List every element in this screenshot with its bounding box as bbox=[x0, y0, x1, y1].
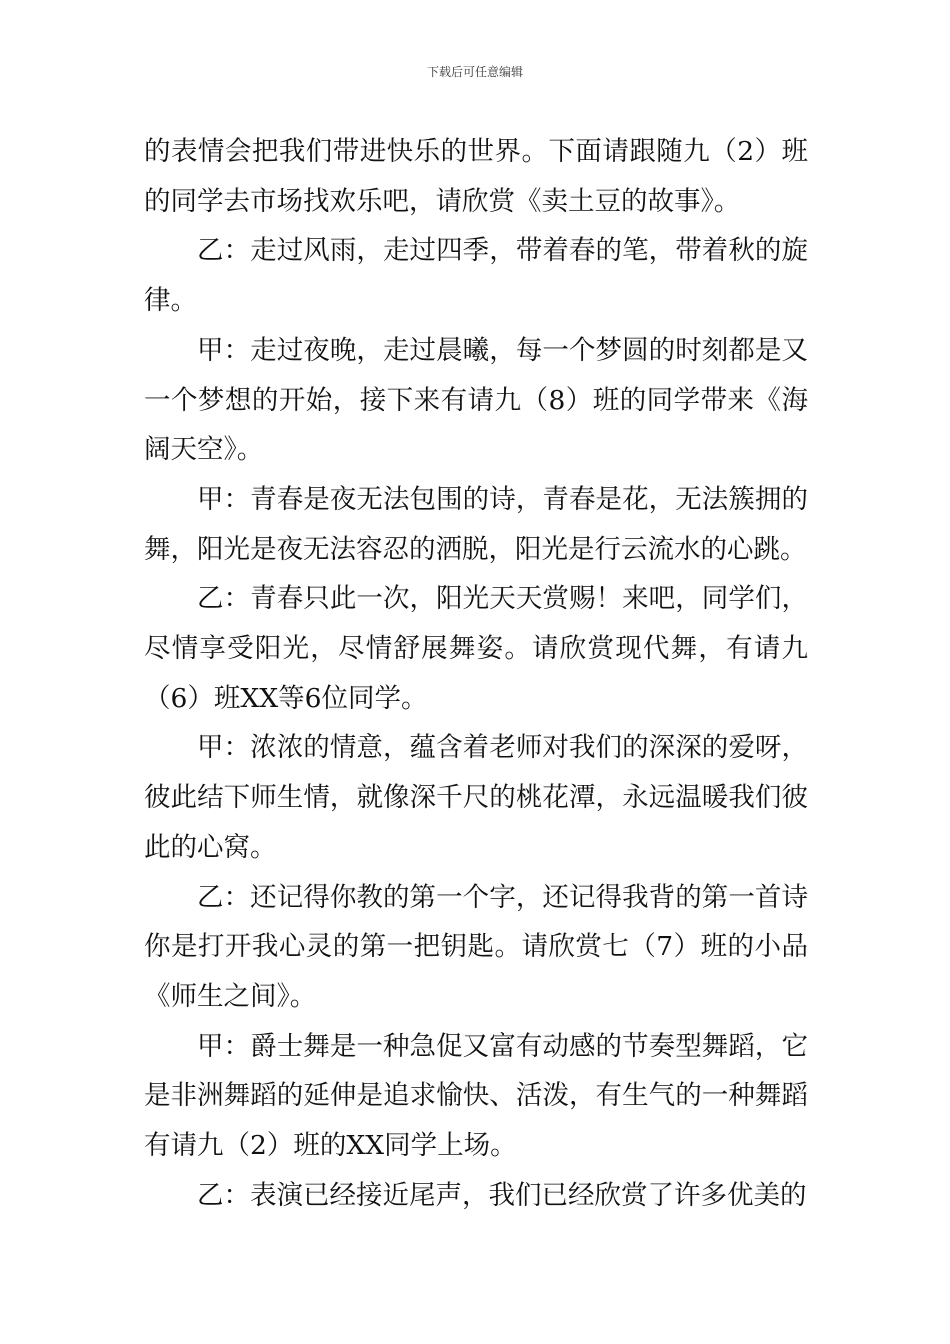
paragraph-2: 乙：走过风雨，走过四季，带着春的笔，带着秋的旋律。 bbox=[144, 235, 808, 317]
paragraph-9: 乙：表演已经接近尾声，我们已经欣赏了许多优美的 bbox=[197, 1179, 807, 1211]
document-body bbox=[144, 127, 808, 1220]
paragraph-4: 甲：青春是夜无法包围的诗，青春是花，无法簇拥的舞，阳光是夜无法容忍的洒脱，阳光是行云流水的心跳。 bbox=[144, 483, 808, 565]
paragraph-7: 乙：还记得你教的第一个字，还记得我背的第一首诗你是打开我心灵的第一把钥匙。请欣赏七（7）班的小品《师生之间》。 bbox=[144, 881, 808, 1012]
page-header: 下载后可任意编辑 bbox=[426, 65, 523, 79]
paragraph-5: 乙：青春只此一次，阳光天天赏赐！来吧，同学们，尽情享受阳光，尽情舒展舞姿。请欣赏现代舞，有请九（6）班XX等6位同学。 bbox=[144, 583, 808, 714]
paragraph-6: 甲：浓浓的情意，蕴含着老师对我们的深深的爱呀，彼此结下师生情，就像深千尺的桃花潭，永远温暖我们彼此的心窝。 bbox=[144, 732, 808, 863]
paragraph-1: 的表情会把我们带进快乐的世界。下面请跟随九（2）班的同学去市场找欢乐吧，请欣赏《卖土豆的故事》。 bbox=[144, 136, 808, 217]
paragraph-3: 甲：走过夜晚，走过晨曦，每一个梦圆的时刻都是又一个梦想的开始，接下来有请九（8）班的同学带来《海阔天空》。 bbox=[144, 334, 808, 466]
paragraph-8: 甲：爵士舞是一种急促又富有动感的节奏型舞蹈，它是非洲舞蹈的延伸是追求愉快、活泼，有生气的一种舞蹈有请九（2）班的XX同学上场。 bbox=[144, 1030, 808, 1162]
